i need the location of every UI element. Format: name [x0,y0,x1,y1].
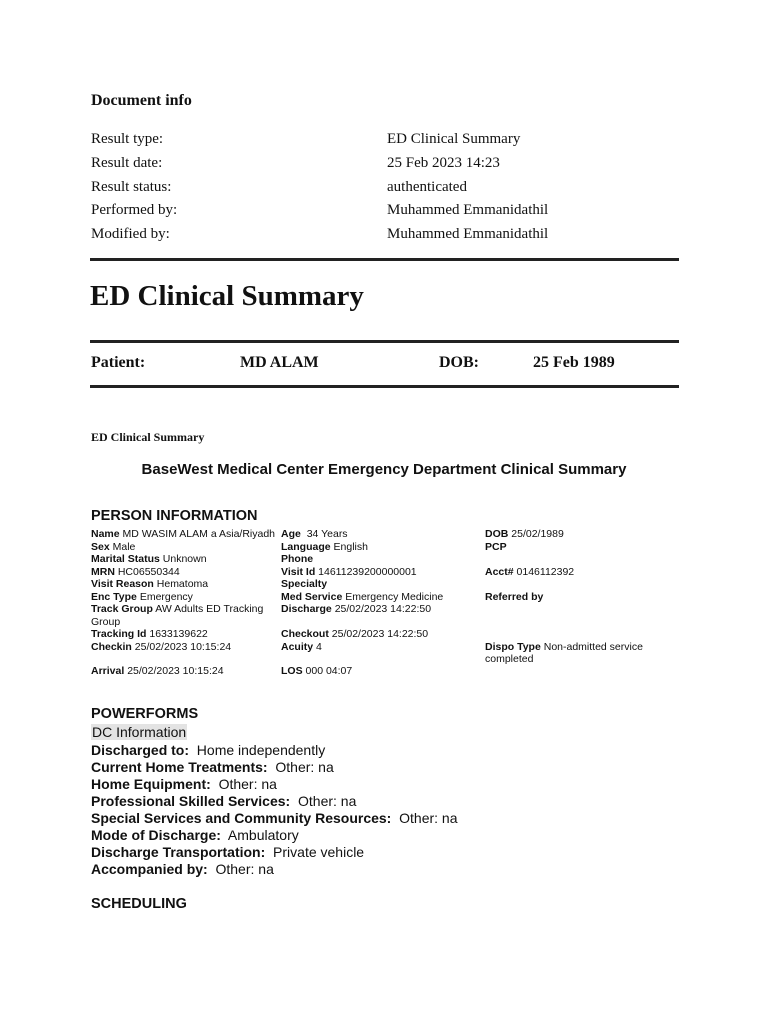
dc-row-current-home-treatments: Current Home Treatments: Other: na [91,759,334,775]
document-info-heading: Document info [91,92,192,109]
info-label: Modified by: [91,226,170,243]
pi-visit-id: Visit Id 14611239200000001 [281,565,417,578]
person-information-heading: PERSON INFORMATION [91,508,258,524]
pi-acct: Acct# 0146112392 [485,565,575,578]
pi-discharge: Discharge 25/02/2023 14:22:50 [281,603,432,615]
pi-specialty: Specialty [281,578,328,590]
scheduling-heading: SCHEDULING [91,896,187,912]
info-row-result-date [91,155,691,179]
pi-dispo-type-cont: completed [485,653,534,665]
dc-row-home-equipment: Home Equipment: Other: na [91,776,277,792]
section-label: ED Clinical Summary [91,430,205,444]
pi-mrn: MRN HC06550344 [91,565,180,578]
pi-track-group: Track Group AW Adults ED Tracking [91,603,264,615]
pi-enc-type: Enc Type Emergency [91,590,193,603]
divider [90,340,679,343]
summary-title: BaseWest Medical Center Emergency Department Clinical Summary [141,461,627,478]
info-label: Performed by: [91,202,178,219]
pi-referred-by: Referred by [485,590,544,603]
dc-row-mode-of-discharge: Mode of Discharge: Ambulatory [91,827,299,843]
pi-tracking-id: Tracking Id 1633139622 [91,628,208,640]
pi-los: LOS 000 04:07 [281,665,353,677]
pi-arrival: Arrival 25/02/2023 10:15:24 [91,665,224,677]
dob-label: DOB: [439,354,479,371]
pi-name: Name MD WASIM ALAM a Asia/Riyadh [91,528,276,540]
pi-track-group-cont: Group [91,615,121,628]
pi-checkout: Checkout 25/02/2023 14:22:50 [281,628,429,640]
dob-value: 25 Feb 1989 [533,354,615,371]
dc-row-special-services: Special Services and Community Resources: Other: na [91,810,458,826]
pi-phone: Phone [281,553,314,565]
info-label: Result status: [91,178,172,195]
pi-med-service: Med Service Emergency Medicine [281,590,444,603]
info-row-modified-by [91,226,691,250]
patient-label: Patient: [91,354,146,371]
dc-information-subheading: DC Information [92,724,187,740]
dc-row-discharge-transportation: Discharge Transportation: Private vehicle [91,844,365,860]
pi-language: Language English [281,540,368,553]
pi-sex: Sex Male [91,540,136,553]
info-label: Result type: [91,131,164,147]
info-label: Result date: [91,154,163,171]
info-row-result-status [91,179,691,203]
pi-dob: DOB 25/02/1989 [485,528,564,540]
pi-dispo-type: Dispo Type Non-admitted service [485,640,643,653]
info-value: authenticated [387,178,467,195]
divider [90,258,679,261]
info-value: ED Clinical Summary [387,131,521,147]
powerforms-heading: POWERFORMS [91,706,199,722]
pi-visit-reason: Visit Reason Hematoma [91,578,209,590]
document-info-table [91,131,691,250]
dc-row-accompanied-by: Accompanied by: Other: na [91,861,274,877]
patient-name: MD ALAM [240,354,319,371]
info-row-performed-by [91,202,691,226]
pi-pcp: PCP [485,540,507,553]
pi-age: Age 34 Years [281,528,348,540]
dc-row-professional-skilled-services: Professional Skilled Services: Other: na [91,793,357,809]
dc-row-discharged-to: Discharged to: Home independently [91,742,326,758]
info-value: Muhammed Emmanidathil [387,226,549,243]
pi-marital-status: Marital Status Unknown [91,553,207,565]
page-title: ED Clinical Summary [90,280,364,312]
info-value: 25 Feb 2023 14:23 [387,154,500,171]
info-value: Muhammed Emmanidathil [387,202,549,219]
divider [90,385,679,388]
pi-acuity: Acuity 4 [281,640,322,653]
info-row-result-type [91,131,691,155]
pi-checkin: Checkin 25/02/2023 10:15:24 [91,640,232,653]
